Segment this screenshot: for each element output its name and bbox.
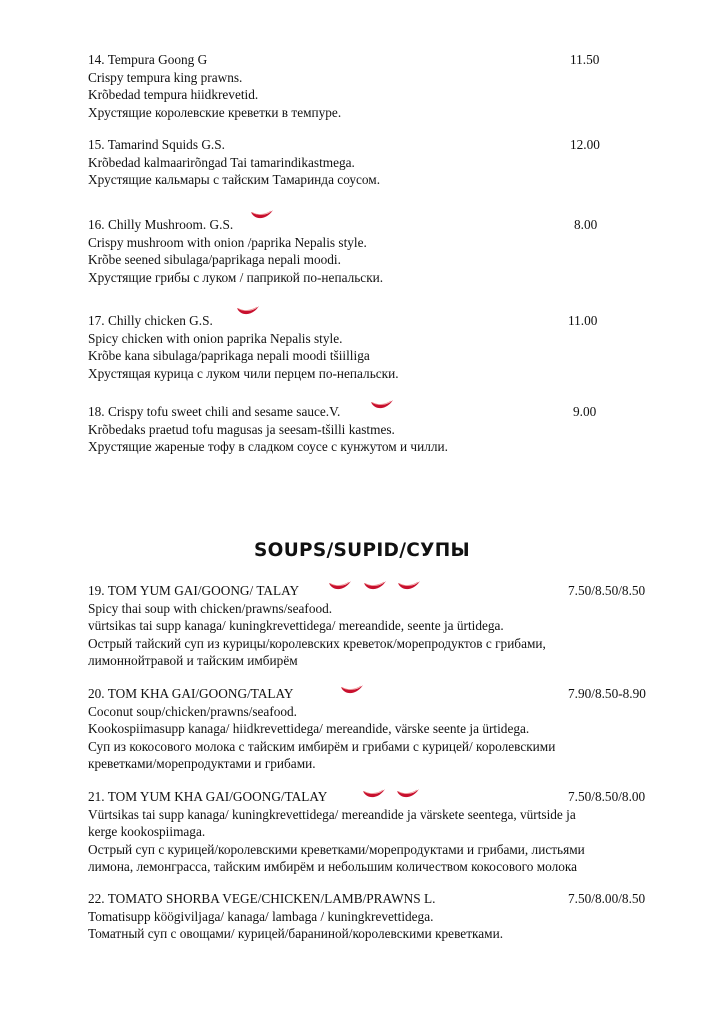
item-desc-en: Crispy tempura king prawns. — [88, 69, 243, 85]
item-desc-ru: Острый суп с курицей/королевскими креветками/морепродуктами и грибами, листьями — [88, 841, 585, 857]
item-desc-ru: Хрустящие грибы с луком / паприкой по-непальски. — [88, 269, 384, 285]
menu-item-21 — [88, 788, 668, 876]
menu-item-16 — [88, 216, 668, 286]
item-desc-et-cont: kerge kookospiimaga. — [88, 824, 206, 839]
item-desc-ru: Острый тайский суп из курицы/королевских креветок/морепродуктов с грибами, — [88, 635, 546, 651]
menu-item-17 — [88, 312, 668, 382]
item-desc-ru: Хрустящая курица с луком чили перцем по-непальски. — [88, 365, 399, 381]
chili-icon — [370, 399, 394, 413]
item-title: 14. Tempura Goong G — [88, 52, 208, 67]
item-price: 7.50/8.50/8.50 — [568, 583, 646, 598]
item-desc-ru: Суп из кокосового молока с тайским имбирём и грибами с курицей/ королевскими — [88, 738, 556, 754]
chili-icon — [236, 305, 260, 319]
item-desc-en: Spicy chicken with onion paprika Nepalis style. — [88, 330, 343, 346]
item-desc-et: Kookospiimasupp kanaga/ hiidkrevettidega/ mereandide, värske seente ja ürtidega. — [88, 721, 530, 736]
item-desc-et: Krõbedad kalmaarirõngad Tai tamarindikastmega. — [88, 154, 355, 170]
item-price: 8.00 — [574, 217, 598, 232]
item-desc-ru: Хрустящие жареные тофу в сладком соусе с кунжутом и чилли. — [88, 439, 448, 454]
menu-item-20 — [88, 685, 668, 773]
item-desc-et: Krõbe seened sibulaga/paprikaga nepali moodi. — [88, 252, 341, 267]
item-title: 16. Chilly Mushroom. G.S. — [88, 217, 234, 232]
item-title: 22. TOMATO SHORBA VEGE/CHICKEN/LAMB/PRAWNS L. — [88, 891, 436, 906]
item-desc-et: Vürtsikas tai supp kanaga/ kuningkrevettidega/ mereandide ja värskete seentega, vürtside ja — [88, 806, 576, 822]
item-desc-ru-cont: лимона, лемонграсса, тайским имбирём и небольшим количеством кокосового молока — [88, 859, 578, 874]
item-title: 21. TOM YUM KHA GAI/GOONG/TALAY — [88, 789, 328, 804]
chili-icon — [396, 788, 420, 802]
chili-icon — [363, 580, 387, 594]
item-price: 12.00 — [570, 137, 600, 152]
item-price: 9.00 — [573, 404, 597, 419]
item-desc-et: vürtsikas tai supp kanaga/ kuningkrevettidega/ mereandide, seente ja ürtidega. — [88, 618, 504, 633]
item-title: 18. Crispy tofu sweet chili and sesame sauce.V. — [88, 404, 341, 419]
section-heading-soups: SOUPS/SUPID/СУПЫ — [254, 540, 470, 561]
item-desc-et: Krõbedaks praetud tofu magusas ja seesam-tšilli kastmes. — [88, 421, 395, 437]
item-desc-et: Krõbe kana sibulaga/paprikaga nepali moodi tšiilliga — [88, 348, 370, 363]
menu-item-22 — [88, 890, 668, 943]
chili-icon — [250, 209, 274, 223]
item-desc-ru: Томатный суп с овощами/ курицей/бараниной/королевскими креветками. — [88, 926, 504, 941]
item-desc-ru-cont: креветками/морепродуктами и грибами. — [88, 756, 316, 771]
chili-icon — [328, 580, 352, 594]
item-price: 7.90/8.50-8.90 — [568, 686, 646, 701]
menu-item-14 — [88, 51, 668, 121]
menu-item-18 — [88, 403, 668, 456]
menu-item-19 — [88, 582, 668, 670]
item-title: 15. Tamarind Squids G.S. — [88, 137, 225, 152]
item-desc-et: Tomatisupp köögiviljaga/ kanaga/ lambaga / kuningkrevettidega. — [88, 908, 434, 924]
item-desc-en: Crispy mushroom with onion /paprika Nepalis style. — [88, 234, 367, 250]
item-desc-en: Spicy thai soup with chicken/prawns/seafood. — [88, 600, 333, 616]
item-title: 19. TOM YUM GAI/GOONG/ TALAY — [88, 583, 300, 598]
chili-icon — [397, 580, 421, 594]
chili-icon — [340, 684, 364, 698]
item-title: 17. Chilly chicken G.S. — [88, 313, 213, 328]
chili-icon — [362, 788, 386, 802]
item-price: 11.00 — [568, 313, 598, 328]
item-desc-en: Coconut soup/chicken/prawns/seafood. — [88, 703, 298, 719]
item-title: 20. TOM KHA GAI/GOONG/TALAY — [88, 686, 294, 701]
item-desc-ru-cont: лимоннойтравой и тайским имбирём — [88, 653, 298, 668]
item-price: 7.50/8.50/8.00 — [568, 789, 646, 804]
item-desc-ru: Хрустящие королевские креветки в темпуре. — [88, 104, 342, 120]
menu-item-15 — [88, 136, 668, 189]
item-price: 11.50 — [570, 52, 600, 67]
item-price: 7.50/8.00/8.50 — [568, 891, 646, 906]
item-desc-ru: Хрустящие кальмары с тайским Тамаринда соусом. — [88, 172, 381, 187]
item-desc-et: Krõbedad tempura hiidkrevetid. — [88, 87, 259, 102]
